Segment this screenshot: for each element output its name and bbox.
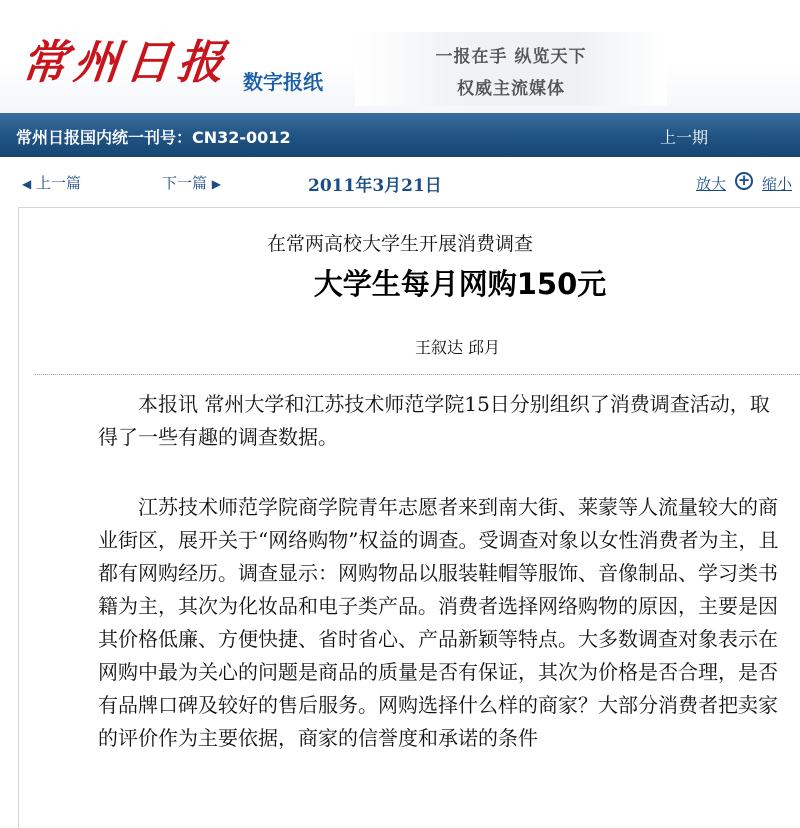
issue-bar [0, 113, 800, 157]
slogan-line-1: 一报在手 纵览天下 [435, 47, 587, 67]
article-paragraph: 本报讯 常州大学和江苏技术师范学院15日分别组织了消费调查活动，取得了一些有趣的调查数据。 [98, 392, 770, 449]
issn-label: 常州日报国内统一刊号：CN32-0012 [16, 128, 291, 147]
masthead [0, 0, 800, 113]
slogan-line-2: 权威主流媒体 [457, 79, 565, 99]
triangle-left-icon: ◀ [22, 177, 32, 191]
zoom-in-link[interactable]: 放大 [696, 175, 727, 193]
article-kicker: 在常两高校大学生开展消费调查 [266, 233, 533, 255]
digital-edition-label: 数字报纸 [243, 70, 323, 94]
dotted-divider [35, 374, 800, 375]
zoom-in-plus-icon[interactable]: + [735, 172, 753, 190]
next-article-link[interactable] [162, 172, 221, 193]
article-body [98, 388, 788, 792]
article-headline: 大学生每月网购150元 [313, 267, 607, 301]
issue-date: 2011年3月21日 [308, 176, 442, 196]
newspaper-logo[interactable]: 常州日报 [18, 35, 233, 89]
prev-article-label: 上一篇 [36, 174, 82, 192]
article-byline: 王叙达 邱月 [414, 338, 501, 357]
triangle-right-icon: ▶ [211, 177, 222, 191]
zoom-out-link[interactable]: 缩小 [762, 175, 793, 193]
prev-issue-link[interactable]: 上一期 [660, 128, 709, 147]
next-article-label: 下一篇 [162, 174, 208, 192]
article-paragraph: 江苏技术师范学院商学院青年志愿者来到南大街、莱蒙等人流量较大的商业街区，展开关于“网络购物”权益的调查。受调查对象以女性消费者为主，且都有网购经历。调查显示：网购物品以服装鞋帽等服饰、音像制品、学习类书籍为主，其次为化妆品和电子类产品。消费者选择网络购物的原因，主要是因其价格低廉、方便快捷、省时省心、产品新颖等特点。大多数调查对象表示在网购中最为关心的问题是商品的质量是否有保证，其次为价格是否合理，是否有品牌口碑及较好的售后服务。网购选择什么样的商家？大部分消费者把卖家的评价作为主要依据，商家的信誉度和承诺的条件 [98, 495, 779, 750]
article-nav [0, 157, 800, 207]
prev-article-link[interactable] [22, 172, 81, 193]
slogan-banner [355, 32, 667, 106]
